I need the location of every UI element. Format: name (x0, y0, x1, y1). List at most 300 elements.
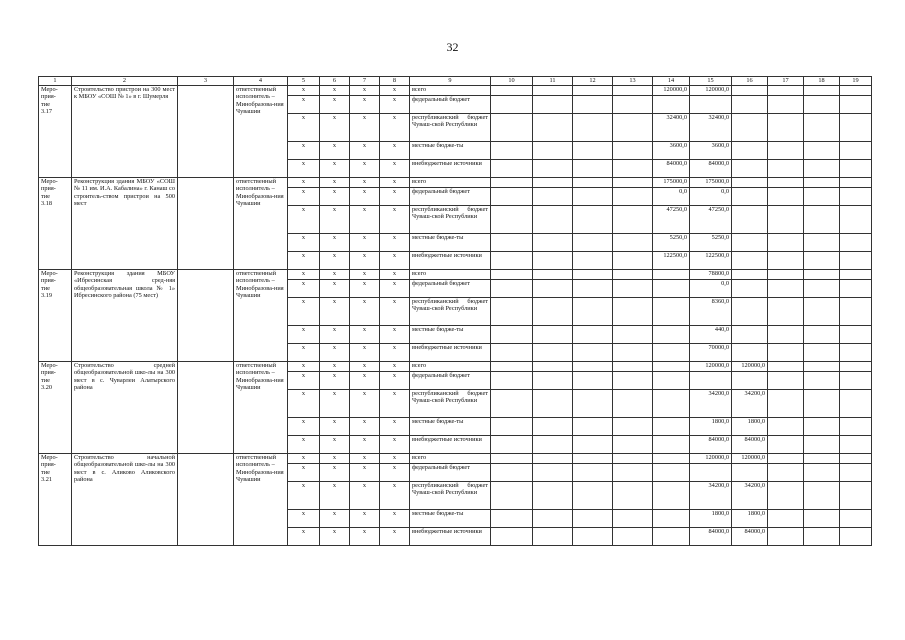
empty-cell (804, 464, 840, 482)
empty-cell (804, 96, 840, 114)
code-cell: x (288, 114, 320, 142)
code-cell: x (350, 206, 380, 234)
code-cell: x (380, 178, 410, 188)
code-cell: x (320, 344, 350, 362)
empty-cell (178, 178, 234, 270)
empty-cell (768, 298, 804, 326)
code-cell: x (320, 436, 350, 454)
empty-cell (573, 188, 613, 206)
empty-cell (840, 418, 872, 436)
code-cell: x (288, 188, 320, 206)
value-cell-c16 (732, 178, 768, 188)
header-cell: 9 (410, 77, 491, 86)
page-number: 32 (446, 40, 459, 54)
empty-cell (840, 178, 872, 188)
funding-source: местные бюдже-ты (410, 234, 491, 252)
empty-cell (573, 206, 613, 234)
code-cell: x (380, 234, 410, 252)
value-cell-c14: 122500,0 (653, 252, 690, 270)
value-cell-c15: 70000,0 (690, 344, 732, 362)
empty-cell (840, 188, 872, 206)
code-cell: x (380, 390, 410, 418)
empty-cell (804, 362, 840, 372)
value-cell-c16: 84000,0 (732, 436, 768, 454)
header-cell: 11 (533, 77, 573, 86)
empty-cell (840, 482, 872, 510)
empty-cell (533, 142, 573, 160)
measure-executor: ответственный исполнитель – Минобразова-ния Чувашии (234, 454, 288, 546)
code-cell: x (288, 510, 320, 528)
value-cell-c15: 120000,0 (690, 86, 732, 96)
code-cell: x (288, 86, 320, 96)
empty-cell (613, 142, 653, 160)
header-cell: 14 (653, 77, 690, 86)
empty-cell (491, 372, 533, 390)
empty-cell (533, 280, 573, 298)
empty-cell (768, 344, 804, 362)
empty-cell (491, 344, 533, 362)
code-cell: x (320, 270, 350, 280)
empty-cell (533, 362, 573, 372)
empty-cell (613, 188, 653, 206)
funding-source: федеральный бюджет (410, 188, 491, 206)
empty-cell (840, 206, 872, 234)
code-cell: x (380, 436, 410, 454)
empty-cell (840, 234, 872, 252)
measure-label: Меро- прия- тие 3.18 (39, 178, 72, 270)
code-cell: x (320, 454, 350, 464)
value-cell-c14: 3600,0 (653, 142, 690, 160)
funding-source: всего (410, 270, 491, 280)
empty-cell (613, 418, 653, 436)
empty-cell (573, 528, 613, 546)
empty-cell (491, 270, 533, 280)
measure-label: Меро- прия- тие 3.19 (39, 270, 72, 362)
code-cell: x (350, 372, 380, 390)
empty-cell (613, 270, 653, 280)
code-cell: x (380, 142, 410, 160)
empty-cell (533, 252, 573, 270)
funding-source: федеральный бюджет (410, 464, 491, 482)
empty-cell (768, 234, 804, 252)
code-cell: x (350, 178, 380, 188)
value-cell-c16 (732, 206, 768, 234)
code-cell: x (350, 362, 380, 372)
empty-cell (804, 482, 840, 510)
code-cell: x (320, 362, 350, 372)
code-cell: x (380, 160, 410, 178)
value-cell-c16 (732, 86, 768, 96)
empty-cell (840, 390, 872, 418)
empty-cell (613, 436, 653, 454)
code-cell: x (350, 96, 380, 114)
empty-cell (533, 372, 573, 390)
empty-cell (573, 96, 613, 114)
value-cell-c14: 0,0 (653, 188, 690, 206)
value-cell-c16 (732, 372, 768, 390)
code-cell: x (350, 142, 380, 160)
empty-cell (768, 178, 804, 188)
empty-cell (491, 234, 533, 252)
empty-cell (613, 178, 653, 188)
empty-cell (573, 234, 613, 252)
funding-source: всего (410, 454, 491, 464)
empty-cell (840, 114, 872, 142)
code-cell: x (380, 86, 410, 96)
empty-cell (573, 160, 613, 178)
empty-cell (533, 482, 573, 510)
code-cell: x (320, 280, 350, 298)
value-cell-c15: 32400,0 (690, 114, 732, 142)
code-cell: x (350, 86, 380, 96)
empty-cell (573, 270, 613, 280)
empty-cell (804, 270, 840, 280)
measure-executor: ответственный исполнитель – Минобразова-ния Чувашии (234, 362, 288, 454)
empty-cell (533, 528, 573, 546)
value-cell-c14 (653, 270, 690, 280)
measure-label: Меро- прия- тие 3.17 (39, 86, 72, 178)
code-cell: x (350, 160, 380, 178)
funding-source: республиканский бюджет Чуваш-ской Республики (410, 390, 491, 418)
code-cell: x (350, 298, 380, 326)
code-cell: x (380, 372, 410, 390)
value-cell-c14 (653, 326, 690, 344)
code-cell: x (320, 418, 350, 436)
empty-cell (613, 298, 653, 326)
empty-cell (840, 96, 872, 114)
value-cell-c14 (653, 372, 690, 390)
measure-name: Строительство средней общеобразовательной шко-лы на 300 мест в с. Чуварлеи Алатырского района (72, 362, 178, 454)
empty-cell (768, 252, 804, 270)
measure-executor: ответственный исполнитель – Минобразова-ния Чувашии (234, 178, 288, 270)
empty-cell (840, 326, 872, 344)
code-cell: x (288, 280, 320, 298)
value-cell-c16 (732, 326, 768, 344)
value-cell-c14 (653, 528, 690, 546)
empty-cell (840, 362, 872, 372)
code-cell: x (380, 418, 410, 436)
empty-cell (804, 436, 840, 454)
header-cell: 3 (178, 77, 234, 86)
value-cell-c15: 122500,0 (690, 252, 732, 270)
empty-cell (804, 86, 840, 96)
empty-cell (768, 454, 804, 464)
funding-source: республиканский бюджет Чуваш-ской Республики (410, 206, 491, 234)
code-cell: x (320, 326, 350, 344)
code-cell: x (380, 206, 410, 234)
value-cell-c14: 120000,0 (653, 86, 690, 96)
code-cell: x (320, 96, 350, 114)
code-cell: x (320, 372, 350, 390)
empty-cell (840, 298, 872, 326)
funding-source: внебюджетные источники (410, 344, 491, 362)
empty-cell (491, 326, 533, 344)
funding-source: местные бюдже-ты (410, 142, 491, 160)
empty-cell (613, 252, 653, 270)
funding-source: местные бюдже-ты (410, 326, 491, 344)
value-cell-c14 (653, 344, 690, 362)
header-cell: 4 (234, 77, 288, 86)
empty-cell (491, 160, 533, 178)
empty-cell (573, 390, 613, 418)
empty-cell (533, 390, 573, 418)
empty-cell (533, 96, 573, 114)
code-cell: x (350, 280, 380, 298)
code-cell: x (288, 436, 320, 454)
code-cell: x (320, 188, 350, 206)
header-cell: 6 (320, 77, 350, 86)
code-cell: x (288, 142, 320, 160)
value-cell-c15: 34200,0 (690, 390, 732, 418)
value-cell-c16 (732, 234, 768, 252)
code-cell: x (380, 510, 410, 528)
value-cell-c16: 120000,0 (732, 362, 768, 372)
table-row (39, 362, 872, 372)
empty-cell (533, 436, 573, 454)
header-cell: 5 (288, 77, 320, 86)
code-cell: x (350, 234, 380, 252)
value-cell-c15: 440,0 (690, 326, 732, 344)
measure-name: Строительство пристрои на 300 мест к МБОУ «СОШ № 1» в г. Шумерля (72, 86, 178, 178)
funding-source: внебюджетные источники (410, 160, 491, 178)
value-cell-c16 (732, 142, 768, 160)
code-cell: x (350, 418, 380, 436)
empty-cell (804, 298, 840, 326)
funding-source: республиканский бюджет Чуваш-ской Республики (410, 482, 491, 510)
empty-cell (533, 114, 573, 142)
funding-source: всего (410, 362, 491, 372)
code-cell: x (320, 142, 350, 160)
value-cell-c14 (653, 298, 690, 326)
empty-cell (840, 372, 872, 390)
value-cell-c16: 84000,0 (732, 528, 768, 546)
value-cell-c14: 32400,0 (653, 114, 690, 142)
header-row (39, 77, 872, 86)
empty-cell (573, 252, 613, 270)
empty-cell (804, 252, 840, 270)
header-cell: 10 (491, 77, 533, 86)
table-row (39, 270, 872, 280)
empty-cell (613, 372, 653, 390)
empty-cell (613, 326, 653, 344)
value-cell-c16 (732, 96, 768, 114)
value-cell-c15 (690, 372, 732, 390)
empty-cell (573, 464, 613, 482)
empty-cell (768, 86, 804, 96)
empty-cell (768, 206, 804, 234)
code-cell: x (320, 234, 350, 252)
empty-cell (804, 114, 840, 142)
empty-cell (573, 280, 613, 298)
code-cell: x (350, 510, 380, 528)
header-cell: 12 (573, 77, 613, 86)
empty-cell (768, 188, 804, 206)
empty-cell (613, 160, 653, 178)
value-cell-c15: 120000,0 (690, 454, 732, 464)
code-cell: x (288, 418, 320, 436)
empty-cell (533, 418, 573, 436)
header-cell: 2 (72, 77, 178, 86)
empty-cell (613, 96, 653, 114)
code-cell: x (288, 528, 320, 546)
budget-table (38, 76, 872, 546)
code-cell: x (288, 298, 320, 326)
empty-cell (613, 464, 653, 482)
empty-cell (491, 418, 533, 436)
code-cell: x (288, 234, 320, 252)
empty-cell (613, 454, 653, 464)
empty-cell (491, 252, 533, 270)
empty-cell (491, 362, 533, 372)
empty-cell (491, 178, 533, 188)
measure-name: Строительство начальной общеобразовательной шко-лы на 300 мест в с. Аликово Аликовского района (72, 454, 178, 546)
empty-cell (491, 436, 533, 454)
empty-cell (840, 160, 872, 178)
code-cell: x (350, 188, 380, 206)
funding-source: всего (410, 86, 491, 96)
empty-cell (768, 280, 804, 298)
code-cell: x (320, 160, 350, 178)
empty-cell (840, 270, 872, 280)
empty-cell (840, 344, 872, 362)
empty-cell (573, 454, 613, 464)
value-cell-c15: 0,0 (690, 280, 732, 298)
empty-cell (533, 344, 573, 362)
empty-cell (768, 390, 804, 418)
value-cell-c16: 120000,0 (732, 454, 768, 464)
table-row (39, 454, 872, 464)
empty-cell (178, 86, 234, 178)
measure-executor: ответственный исполнитель – Минобразова-ния Чувашии (234, 270, 288, 362)
funding-source: внебюджетные источники (410, 528, 491, 546)
code-cell: x (288, 454, 320, 464)
value-cell-c14 (653, 280, 690, 298)
value-cell-c16 (732, 464, 768, 482)
empty-cell (768, 96, 804, 114)
empty-cell (573, 86, 613, 96)
header-cell: 15 (690, 77, 732, 86)
code-cell: x (380, 96, 410, 114)
code-cell: x (288, 160, 320, 178)
code-cell: x (320, 252, 350, 270)
empty-cell (613, 206, 653, 234)
empty-cell (804, 234, 840, 252)
funding-source: внебюджетные источники (410, 436, 491, 454)
value-cell-c14 (653, 418, 690, 436)
empty-cell (613, 482, 653, 510)
empty-cell (613, 344, 653, 362)
empty-cell (573, 482, 613, 510)
code-cell: x (288, 178, 320, 188)
empty-cell (573, 372, 613, 390)
code-cell: x (320, 298, 350, 326)
empty-cell (491, 528, 533, 546)
empty-cell (768, 464, 804, 482)
empty-cell (768, 510, 804, 528)
empty-cell (804, 142, 840, 160)
value-cell-c15: 1800,0 (690, 510, 732, 528)
empty-cell (804, 418, 840, 436)
empty-cell (613, 234, 653, 252)
value-cell-c16 (732, 114, 768, 142)
empty-cell (840, 464, 872, 482)
measure-label: Меро- прия- тие 3.20 (39, 362, 72, 454)
code-cell: x (288, 464, 320, 482)
code-cell: x (350, 326, 380, 344)
empty-cell (804, 528, 840, 546)
code-cell: x (380, 464, 410, 482)
funding-source: внебюджетные источники (410, 252, 491, 270)
value-cell-c15 (690, 464, 732, 482)
empty-cell (573, 142, 613, 160)
value-cell-c14 (653, 454, 690, 464)
empty-cell (804, 344, 840, 362)
value-cell-c16: 34200,0 (732, 390, 768, 418)
empty-cell (840, 280, 872, 298)
empty-cell (491, 142, 533, 160)
code-cell: x (288, 344, 320, 362)
empty-cell (491, 298, 533, 326)
code-cell: x (350, 528, 380, 546)
value-cell-c15: 175000,0 (690, 178, 732, 188)
empty-cell (491, 390, 533, 418)
code-cell: x (380, 362, 410, 372)
empty-cell (491, 454, 533, 464)
header-cell: 18 (804, 77, 840, 86)
empty-cell (491, 464, 533, 482)
funding-source: федеральный бюджет (410, 372, 491, 390)
empty-cell (768, 362, 804, 372)
measure-name: Реконструкция здания МБОУ «СОШ № 11 им. И.А. Кабалина» г. Канаш со строитель-ством пристрои на 500 мест (72, 178, 178, 270)
code-cell: x (380, 114, 410, 142)
code-cell: x (320, 114, 350, 142)
empty-cell (840, 436, 872, 454)
code-cell: x (350, 390, 380, 418)
empty-cell (573, 344, 613, 362)
empty-cell (840, 528, 872, 546)
empty-cell (613, 510, 653, 528)
empty-cell (840, 510, 872, 528)
empty-cell (533, 454, 573, 464)
value-cell-c16 (732, 270, 768, 280)
empty-cell (533, 160, 573, 178)
empty-cell (613, 362, 653, 372)
funding-source: федеральный бюджет (410, 280, 491, 298)
empty-cell (768, 418, 804, 436)
code-cell: x (350, 464, 380, 482)
code-cell: x (288, 206, 320, 234)
empty-cell (573, 178, 613, 188)
funding-source: местные бюдже-ты (410, 418, 491, 436)
value-cell-c16 (732, 252, 768, 270)
value-cell-c16: 34200,0 (732, 482, 768, 510)
empty-cell (804, 280, 840, 298)
value-cell-c14: 5250,0 (653, 234, 690, 252)
header-cell: 19 (840, 77, 872, 86)
empty-cell (573, 362, 613, 372)
empty-cell (533, 510, 573, 528)
code-cell: x (288, 96, 320, 114)
value-cell-c14 (653, 482, 690, 510)
empty-cell (533, 270, 573, 280)
funding-source: всего (410, 178, 491, 188)
empty-cell (804, 206, 840, 234)
code-cell: x (350, 114, 380, 142)
empty-cell (491, 96, 533, 114)
code-cell: x (380, 454, 410, 464)
code-cell: x (350, 344, 380, 362)
empty-cell (491, 206, 533, 234)
